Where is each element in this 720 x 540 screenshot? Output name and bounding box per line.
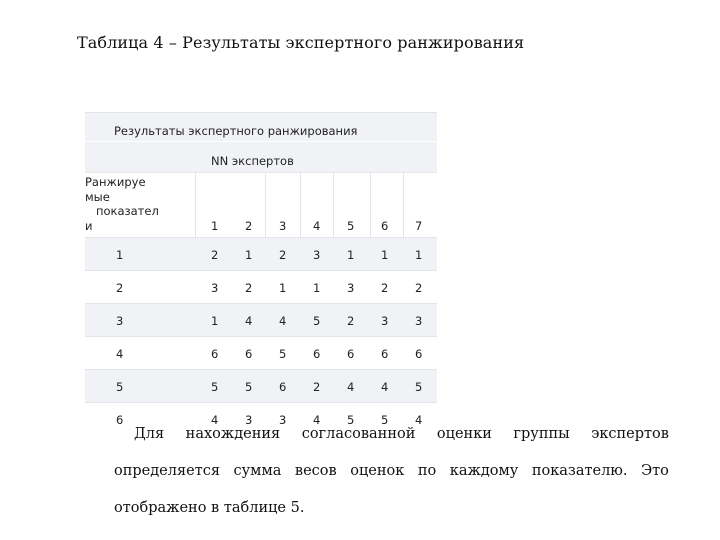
paragraph-line-3 (114, 500, 669, 537)
paragraph-word: сумма (233, 463, 282, 479)
rank-cell: 6 (211, 347, 219, 361)
rank-cell: 1 (415, 248, 423, 262)
table-header-band (85, 112, 437, 172)
rank-cell: 6 (313, 347, 321, 361)
paragraph-word: Это (641, 463, 669, 479)
table-row (85, 303, 437, 336)
rank-cell: 2 (279, 248, 287, 262)
table-row (85, 237, 437, 270)
rank-cell: 2 (347, 314, 355, 328)
indicator-cell: 6 (116, 413, 124, 427)
table-row (85, 336, 437, 369)
column-divider (403, 173, 404, 237)
rank-cell: 5 (381, 413, 389, 427)
column-divider (333, 173, 334, 237)
paragraph-word: нахождения (185, 426, 281, 442)
rank-cell: 1 (211, 314, 219, 328)
expert-number-7: 7 (415, 219, 423, 233)
rank-cell: 6 (347, 347, 355, 361)
expert-number-5: 5 (347, 219, 355, 233)
experts-header: NN экспертов (211, 154, 294, 168)
paragraph-line-2 (114, 463, 669, 500)
rank-cell: 3 (279, 413, 287, 427)
paragraph-word: оценки (436, 426, 492, 442)
paragraph-word: по (417, 463, 437, 479)
expert-number-6: 6 (381, 219, 389, 233)
rank-cell: 6 (381, 347, 389, 361)
rank-cell: 4 (415, 413, 423, 427)
paragraph-word: оценок (350, 463, 405, 479)
rank-cell: 3 (313, 248, 321, 262)
paragraph-word: группы (513, 426, 570, 442)
rank-cell: 5 (415, 380, 423, 394)
rank-cell: 3 (211, 281, 219, 295)
rank-cell: 2 (381, 281, 389, 295)
paragraph-word: экспертов (591, 426, 669, 442)
paragraph-word: весов (294, 463, 337, 479)
expert-number-4: 4 (313, 219, 321, 233)
indicator-cell: 5 (116, 380, 124, 394)
rank-cell: 5 (347, 413, 355, 427)
column-divider (195, 173, 196, 237)
paragraph-word: согласованной (301, 426, 416, 442)
table-row (85, 270, 437, 303)
table-title: Результаты экспертного ранжирования (114, 124, 358, 138)
rank-cell: 4 (279, 314, 287, 328)
indicator-cell: 1 (116, 248, 124, 262)
rank-cell: 5 (211, 380, 219, 394)
column-divider (265, 173, 266, 237)
rank-cell: 4 (313, 413, 321, 427)
indicator-header: Ранжируе мые показател и (85, 175, 159, 233)
rank-cell: 2 (313, 380, 321, 394)
rank-cell: 3 (245, 413, 253, 427)
rank-cell: 2 (211, 248, 219, 262)
expert-number-2: 2 (245, 219, 253, 233)
paragraph-line-3-text: отображено в таблице 5. (114, 500, 305, 516)
indicator-cell: 2 (116, 281, 124, 295)
rank-cell: 1 (381, 248, 389, 262)
rank-cell: 1 (313, 281, 321, 295)
paragraph-word: определяется (114, 463, 220, 479)
rank-cell: 4 (245, 314, 253, 328)
table-title-row (85, 112, 437, 141)
table-row (85, 369, 437, 402)
table-caption: Таблица 4 – Результаты экспертного ранжирования (77, 33, 525, 52)
column-divider (300, 173, 301, 237)
table-body (85, 237, 437, 435)
paragraph-word: показателю. (531, 463, 628, 479)
experts-header-row (85, 141, 437, 172)
rank-cell: 5 (313, 314, 321, 328)
rank-cell: 1 (245, 248, 253, 262)
rank-cell: 5 (245, 380, 253, 394)
rank-cell: 3 (415, 314, 423, 328)
rank-cell: 2 (245, 281, 253, 295)
rank-cell: 3 (381, 314, 389, 328)
rank-cell: 4 (347, 380, 355, 394)
column-divider (370, 173, 371, 237)
rank-cell: 4 (211, 413, 219, 427)
rank-cell: 6 (279, 380, 287, 394)
paragraph-line-1 (114, 426, 669, 463)
rank-cell: 6 (245, 347, 253, 361)
expert-number-3: 3 (279, 219, 287, 233)
rank-cell: 3 (347, 281, 355, 295)
body-paragraph (114, 426, 669, 537)
rank-cell: 2 (415, 281, 423, 295)
indicator-cell: 4 (116, 347, 124, 361)
rank-cell: 1 (347, 248, 355, 262)
paragraph-word: Для (134, 426, 165, 442)
indicator-cell: 3 (116, 314, 124, 328)
expert-number-1: 1 (211, 219, 219, 233)
rank-cell: 1 (279, 281, 287, 295)
rank-cell: 4 (381, 380, 389, 394)
expert-number-row (85, 172, 437, 237)
rank-cell: 6 (415, 347, 423, 361)
paragraph-word: каждому (449, 463, 519, 479)
expert-ranking-table (85, 112, 437, 435)
rank-cell: 5 (279, 347, 287, 361)
